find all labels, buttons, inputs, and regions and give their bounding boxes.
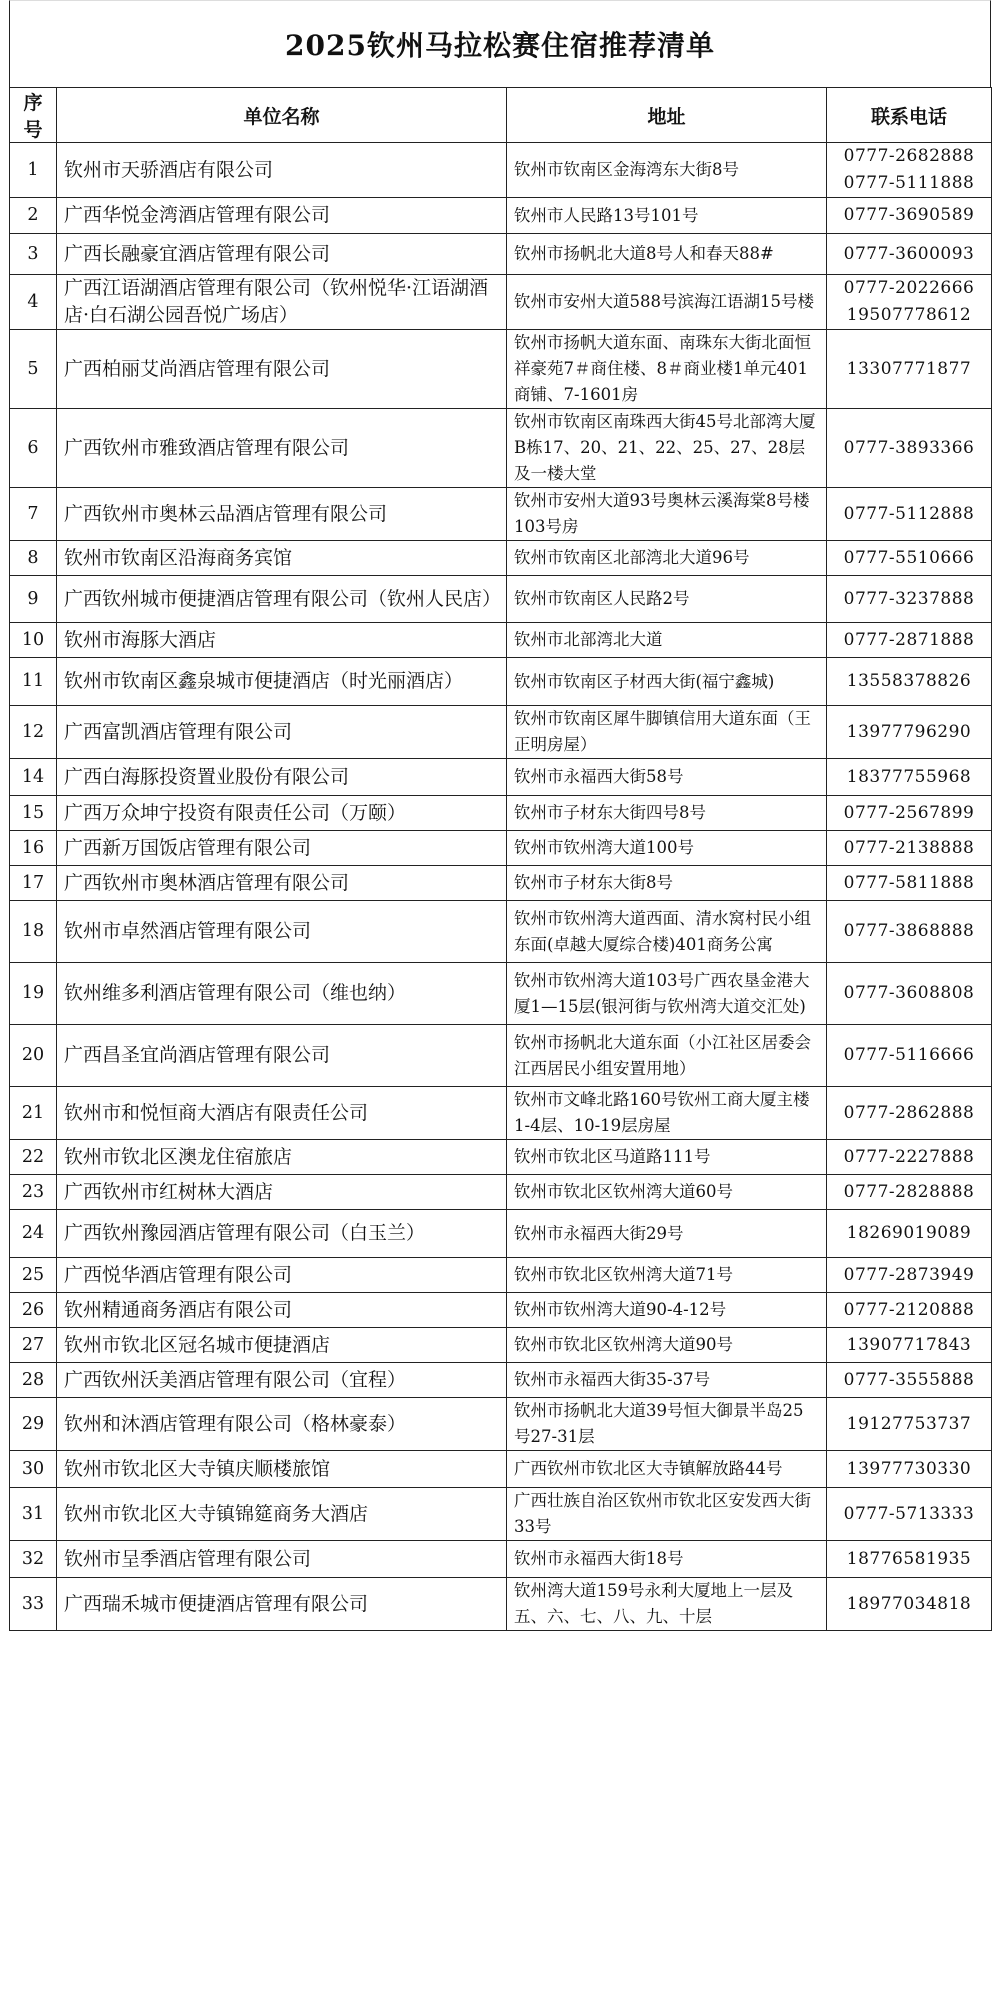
phone-number: 0777-2828888 [843, 1181, 975, 1202]
phone-number: 0777-3600093 [843, 243, 975, 264]
table-row [10, 198, 992, 234]
phone-number: 13977730330 [846, 1458, 972, 1479]
hotel-name: 广西江语湖酒店管理有限公司（钦州悦华·江语湖酒店·白石湖公园吾悦广场店） [57, 275, 507, 330]
hotel-phone-cell [827, 275, 992, 330]
row-number: 16 [10, 831, 57, 866]
hotel-phone-cell [827, 1175, 992, 1210]
hotel-phone-cell [827, 759, 992, 796]
row-number: 18 [10, 901, 57, 963]
row-number: 14 [10, 759, 57, 796]
phone-number: 18776581935 [846, 1548, 972, 1569]
hotel-phone-cell [827, 831, 992, 866]
row-number: 22 [10, 1140, 57, 1175]
hotel-phone-cell [827, 1210, 992, 1258]
phone-number: 0777-2227888 [843, 1146, 975, 1167]
hotel-phone-cell [827, 1087, 992, 1140]
hotel-address: 钦州市扬帆北大道8号人和春天88# [507, 234, 827, 275]
hotel-phone-cell [827, 234, 992, 275]
table-row [10, 275, 992, 330]
hotel-address: 钦州市钦州湾大道103号广西农垦金港大厦1—15层(银河街与钦州湾大道交汇处) [507, 963, 827, 1025]
header-name: 单位名称 [57, 88, 507, 143]
hotel-phone-cell [827, 330, 992, 409]
phone-number: 19507778612 [846, 305, 972, 325]
table-row [10, 1328, 992, 1363]
hotel-name: 钦州市钦北区澳龙住宿旅店 [57, 1140, 507, 1175]
phone-number: 0777-2022666 [843, 278, 975, 298]
hotel-phone-cell [827, 623, 992, 658]
hotel-phone-cell [827, 706, 992, 759]
hotel-phone-cell [827, 576, 992, 623]
hotel-phone-cell [827, 488, 992, 541]
hotel-name: 广西瑞禾城市便捷酒店管理有限公司 [57, 1578, 507, 1631]
phone-number: 0777-5510666 [843, 547, 975, 568]
header-phone: 联系电话 [827, 88, 992, 143]
hotel-phone-cell [827, 1025, 992, 1087]
row-number: 31 [10, 1488, 57, 1541]
phone-number: 0777-2873949 [843, 1264, 975, 1285]
hotel-phone-cell [827, 1541, 992, 1578]
table-row [10, 1025, 992, 1087]
hotel-phone-cell [827, 1363, 992, 1398]
hotel-address: 钦州市子材东大街四号8号 [507, 796, 827, 831]
phone-number: 0777-5713333 [843, 1503, 975, 1524]
hotel-address: 钦州市钦南区子材西大街(福宁鑫城) [507, 658, 827, 706]
table-row [10, 488, 992, 541]
table-row [10, 963, 992, 1025]
hotel-address: 钦州市扬帆北大道39号恒大御景半岛25号27-31层 [507, 1398, 827, 1451]
table-row [10, 796, 992, 831]
phone-number: 0777-2120888 [843, 1299, 975, 1320]
hotel-address: 钦州市钦北区钦州湾大道90号 [507, 1328, 827, 1363]
hotel-address: 钦州市北部湾北大道 [507, 623, 827, 658]
phone-number: 0777-3868888 [843, 921, 975, 941]
row-number: 8 [10, 541, 57, 576]
hotel-address: 钦州市钦北区钦州湾大道71号 [507, 1258, 827, 1293]
row-number: 30 [10, 1451, 57, 1488]
hotel-name: 广西钦州市雅致酒店管理有限公司 [57, 409, 507, 488]
header-address: 地址 [507, 88, 827, 143]
table-row [10, 1175, 992, 1210]
hotel-name: 广西钦州市奥林酒店管理有限公司 [57, 866, 507, 901]
hotel-name: 钦州精通商务酒店有限公司 [57, 1293, 507, 1328]
row-number: 28 [10, 1363, 57, 1398]
hotel-address: 钦州市钦北区钦州湾大道60号 [507, 1175, 827, 1210]
hotel-phone-cell [827, 1451, 992, 1488]
phone-number: 0777-2682888 [843, 146, 975, 166]
hotel-address: 钦州市钦州湾大道100号 [507, 831, 827, 866]
hotel-name: 广西柏丽艾尚酒店管理有限公司 [57, 330, 507, 409]
table-row [10, 1140, 992, 1175]
hotel-name: 广西钦州市奥林云品酒店管理有限公司 [57, 488, 507, 541]
table-row [10, 1258, 992, 1293]
hotel-name: 广西万众坤宁投资有限责任公司（万颐） [57, 796, 507, 831]
hotel-phone-cell [827, 1293, 992, 1328]
accommodation-table [9, 87, 992, 1631]
hotel-address: 钦州市永福西大街29号 [507, 1210, 827, 1258]
hotel-name: 广西钦州沃美酒店管理有限公司（宜程） [57, 1363, 507, 1398]
row-number: 12 [10, 706, 57, 759]
table-row [10, 143, 992, 198]
hotel-address: 钦州市永福西大街35-37号 [507, 1363, 827, 1398]
hotel-address: 钦州市扬帆北大道东面（小江社区居委会江西居民小组安置用地） [507, 1025, 827, 1087]
row-number: 15 [10, 796, 57, 831]
hotel-address: 钦州市钦南区南珠西大街45号北部湾大厦B栋17、20、21、22、25、27、28层及一楼大堂 [507, 409, 827, 488]
hotel-phone-cell [827, 1328, 992, 1363]
hotel-name: 钦州维多利酒店管理有限公司（维也纳） [57, 963, 507, 1025]
table-header-row [10, 88, 992, 143]
row-number: 6 [10, 409, 57, 488]
row-number: 1 [10, 143, 57, 198]
table-row [10, 623, 992, 658]
hotel-address: 钦州市永福西大街18号 [507, 1541, 827, 1578]
row-number: 19 [10, 963, 57, 1025]
phone-number: 0777-5116666 [843, 1045, 975, 1065]
row-number: 33 [10, 1578, 57, 1631]
row-number: 7 [10, 488, 57, 541]
row-number: 17 [10, 866, 57, 901]
table-row [10, 234, 992, 275]
row-number: 23 [10, 1175, 57, 1210]
phone-number: 0777-5111888 [843, 173, 975, 193]
hotel-phone-cell [827, 541, 992, 576]
phone-number: 0777-2871888 [843, 629, 975, 650]
row-number: 4 [10, 275, 57, 330]
table-row [10, 1488, 992, 1541]
hotel-name: 广西富凯酒店管理有限公司 [57, 706, 507, 759]
phone-number: 18377755968 [846, 766, 972, 787]
hotel-address: 钦州市钦南区犀牛脚镇信用大道东面（王正明房屋） [507, 706, 827, 759]
phone-number: 18977034818 [846, 1593, 972, 1614]
hotel-name: 钦州市钦北区大寺镇锦筵商务大酒店 [57, 1488, 507, 1541]
hotel-address: 钦州市安州大道93号奥林云溪海棠8号楼103号房 [507, 488, 827, 541]
hotel-name: 广西钦州市红树林大酒店 [57, 1175, 507, 1210]
hotel-address: 钦州市钦南区金海湾东大街8号 [507, 143, 827, 198]
hotel-name: 钦州市呈季酒店管理有限公司 [57, 1541, 507, 1578]
hotel-name: 广西白海豚投资置业股份有限公司 [57, 759, 507, 796]
hotel-address: 钦州市扬帆大道东面、南珠东大街北面恒祥豪苑7＃商住楼、8＃商业楼1单元401商铺、7-1601房 [507, 330, 827, 409]
hotel-phone-cell [827, 1140, 992, 1175]
phone-number: 0777-2862888 [843, 1102, 975, 1123]
hotel-name: 钦州市和悦恒商大酒店有限责任公司 [57, 1087, 507, 1140]
row-number: 32 [10, 1541, 57, 1578]
hotel-name: 钦州市钦南区鑫泉城市便捷酒店（时光丽酒店） [57, 658, 507, 706]
phone-number: 13907717843 [846, 1334, 972, 1355]
hotel-name: 钦州市钦南区沿海商务宾馆 [57, 541, 507, 576]
hotel-address: 钦州市人民路13号101号 [507, 198, 827, 234]
phone-number: 13307771877 [846, 358, 972, 379]
row-number: 24 [10, 1210, 57, 1258]
hotel-address: 钦州市钦州湾大道西面、清水窝村民小组东面(卓越大厦综合楼)401商务公寓 [507, 901, 827, 963]
hotel-phone-cell [827, 963, 992, 1025]
hotel-name: 钦州市卓然酒店管理有限公司 [57, 901, 507, 963]
table-row [10, 831, 992, 866]
row-number: 27 [10, 1328, 57, 1363]
table-row [10, 1451, 992, 1488]
phone-number: 13558378826 [846, 671, 972, 691]
phone-number: 19127753737 [846, 1413, 972, 1434]
hotel-address: 钦州市钦北区马道路111号 [507, 1140, 827, 1175]
table-row [10, 658, 992, 706]
phone-number: 18269019089 [846, 1223, 972, 1243]
hotel-address: 钦州市安州大道588号滨海江语湖15号楼 [507, 275, 827, 330]
row-number: 25 [10, 1258, 57, 1293]
row-number: 29 [10, 1398, 57, 1451]
hotel-phone-cell [827, 901, 992, 963]
phone-number: 0777-3608808 [843, 983, 975, 1003]
hotel-address: 广西壮族自治区钦州市钦北区安发西大街33号 [507, 1488, 827, 1541]
phone-number: 0777-2138888 [843, 837, 975, 858]
table-row [10, 901, 992, 963]
hotel-name: 广西昌圣宜尚酒店管理有限公司 [57, 1025, 507, 1087]
table-row [10, 1087, 992, 1140]
hotel-name: 钦州市钦北区冠名城市便捷酒店 [57, 1328, 507, 1363]
phone-number: 0777-5811888 [843, 872, 975, 893]
phone-number: 0777-3893366 [843, 437, 975, 458]
hotel-name: 钦州市海豚大酒店 [57, 623, 507, 658]
phone-number: 0777-3237888 [843, 588, 975, 609]
hotel-name: 广西悦华酒店管理有限公司 [57, 1258, 507, 1293]
hotel-name: 钦州市天骄酒店有限公司 [57, 143, 507, 198]
hotel-phone-cell [827, 1398, 992, 1451]
row-number: 26 [10, 1293, 57, 1328]
hotel-name: 广西钦州城市便捷酒店管理有限公司（钦州人民店） [57, 576, 507, 623]
row-number: 20 [10, 1025, 57, 1087]
hotel-phone-cell [827, 1578, 992, 1631]
hotel-address: 广西钦州市钦北区大寺镇解放路44号 [507, 1451, 827, 1488]
table-row [10, 1293, 992, 1328]
hotel-name: 广西长融豪宜酒店管理有限公司 [57, 234, 507, 275]
hotel-phone-cell [827, 409, 992, 488]
hotel-phone-cell [827, 658, 992, 706]
hotel-phone-cell [827, 198, 992, 234]
hotel-phone-cell [827, 143, 992, 198]
table-row [10, 541, 992, 576]
table-body [10, 143, 992, 1631]
table-row [10, 866, 992, 901]
phone-number: 0777-2567899 [843, 802, 975, 823]
phone-number: 0777-5112888 [843, 503, 975, 524]
row-number: 3 [10, 234, 57, 275]
phone-number: 0777-3555888 [843, 1369, 975, 1390]
table-row [10, 1363, 992, 1398]
row-number: 10 [10, 623, 57, 658]
table-row [10, 1398, 992, 1451]
phone-number: 13977796290 [846, 721, 972, 742]
row-number: 2 [10, 198, 57, 234]
hotel-address: 钦州市钦南区人民路2号 [507, 576, 827, 623]
row-number: 9 [10, 576, 57, 623]
hotel-name: 钦州和沐酒店管理有限公司（格林豪泰） [57, 1398, 507, 1451]
header-no: 序号 [10, 88, 57, 143]
hotel-address: 钦州市文峰北路160号钦州工商大厦主楼1-4层、10-19层房屋 [507, 1087, 827, 1140]
document-title: 2025钦州马拉松赛住宿推荐清单 [9, 0, 991, 87]
table-row [10, 409, 992, 488]
hotel-name: 广西新万国饭店管理有限公司 [57, 831, 507, 866]
table-row [10, 759, 992, 796]
row-number: 5 [10, 330, 57, 409]
row-number: 11 [10, 658, 57, 706]
row-number: 21 [10, 1087, 57, 1140]
table-row [10, 1210, 992, 1258]
table-row [10, 1578, 992, 1631]
hotel-phone-cell [827, 866, 992, 901]
hotel-phone-cell [827, 796, 992, 831]
table-row [10, 330, 992, 409]
hotel-name: 广西华悦金湾酒店管理有限公司 [57, 198, 507, 234]
hotel-address: 钦州市永福西大街58号 [507, 759, 827, 796]
hotel-name: 钦州市钦北区大寺镇庆顺楼旅馆 [57, 1451, 507, 1488]
hotel-name: 广西钦州豫园酒店管理有限公司（白玉兰） [57, 1210, 507, 1258]
table-row [10, 576, 992, 623]
accommodation-list-document [9, 0, 991, 2000]
hotel-phone-cell [827, 1488, 992, 1541]
table-row [10, 1541, 992, 1578]
hotel-address: 钦州市钦南区北部湾北大道96号 [507, 541, 827, 576]
hotel-address: 钦州湾大道159号永利大厦地上一层及五、六、七、八、九、十层 [507, 1578, 827, 1631]
hotel-address: 钦州市钦州湾大道90-4-12号 [507, 1293, 827, 1328]
phone-number: 0777-3690589 [843, 205, 975, 225]
hotel-address: 钦州市子材东大街8号 [507, 866, 827, 901]
table-row [10, 706, 992, 759]
hotel-phone-cell [827, 1258, 992, 1293]
